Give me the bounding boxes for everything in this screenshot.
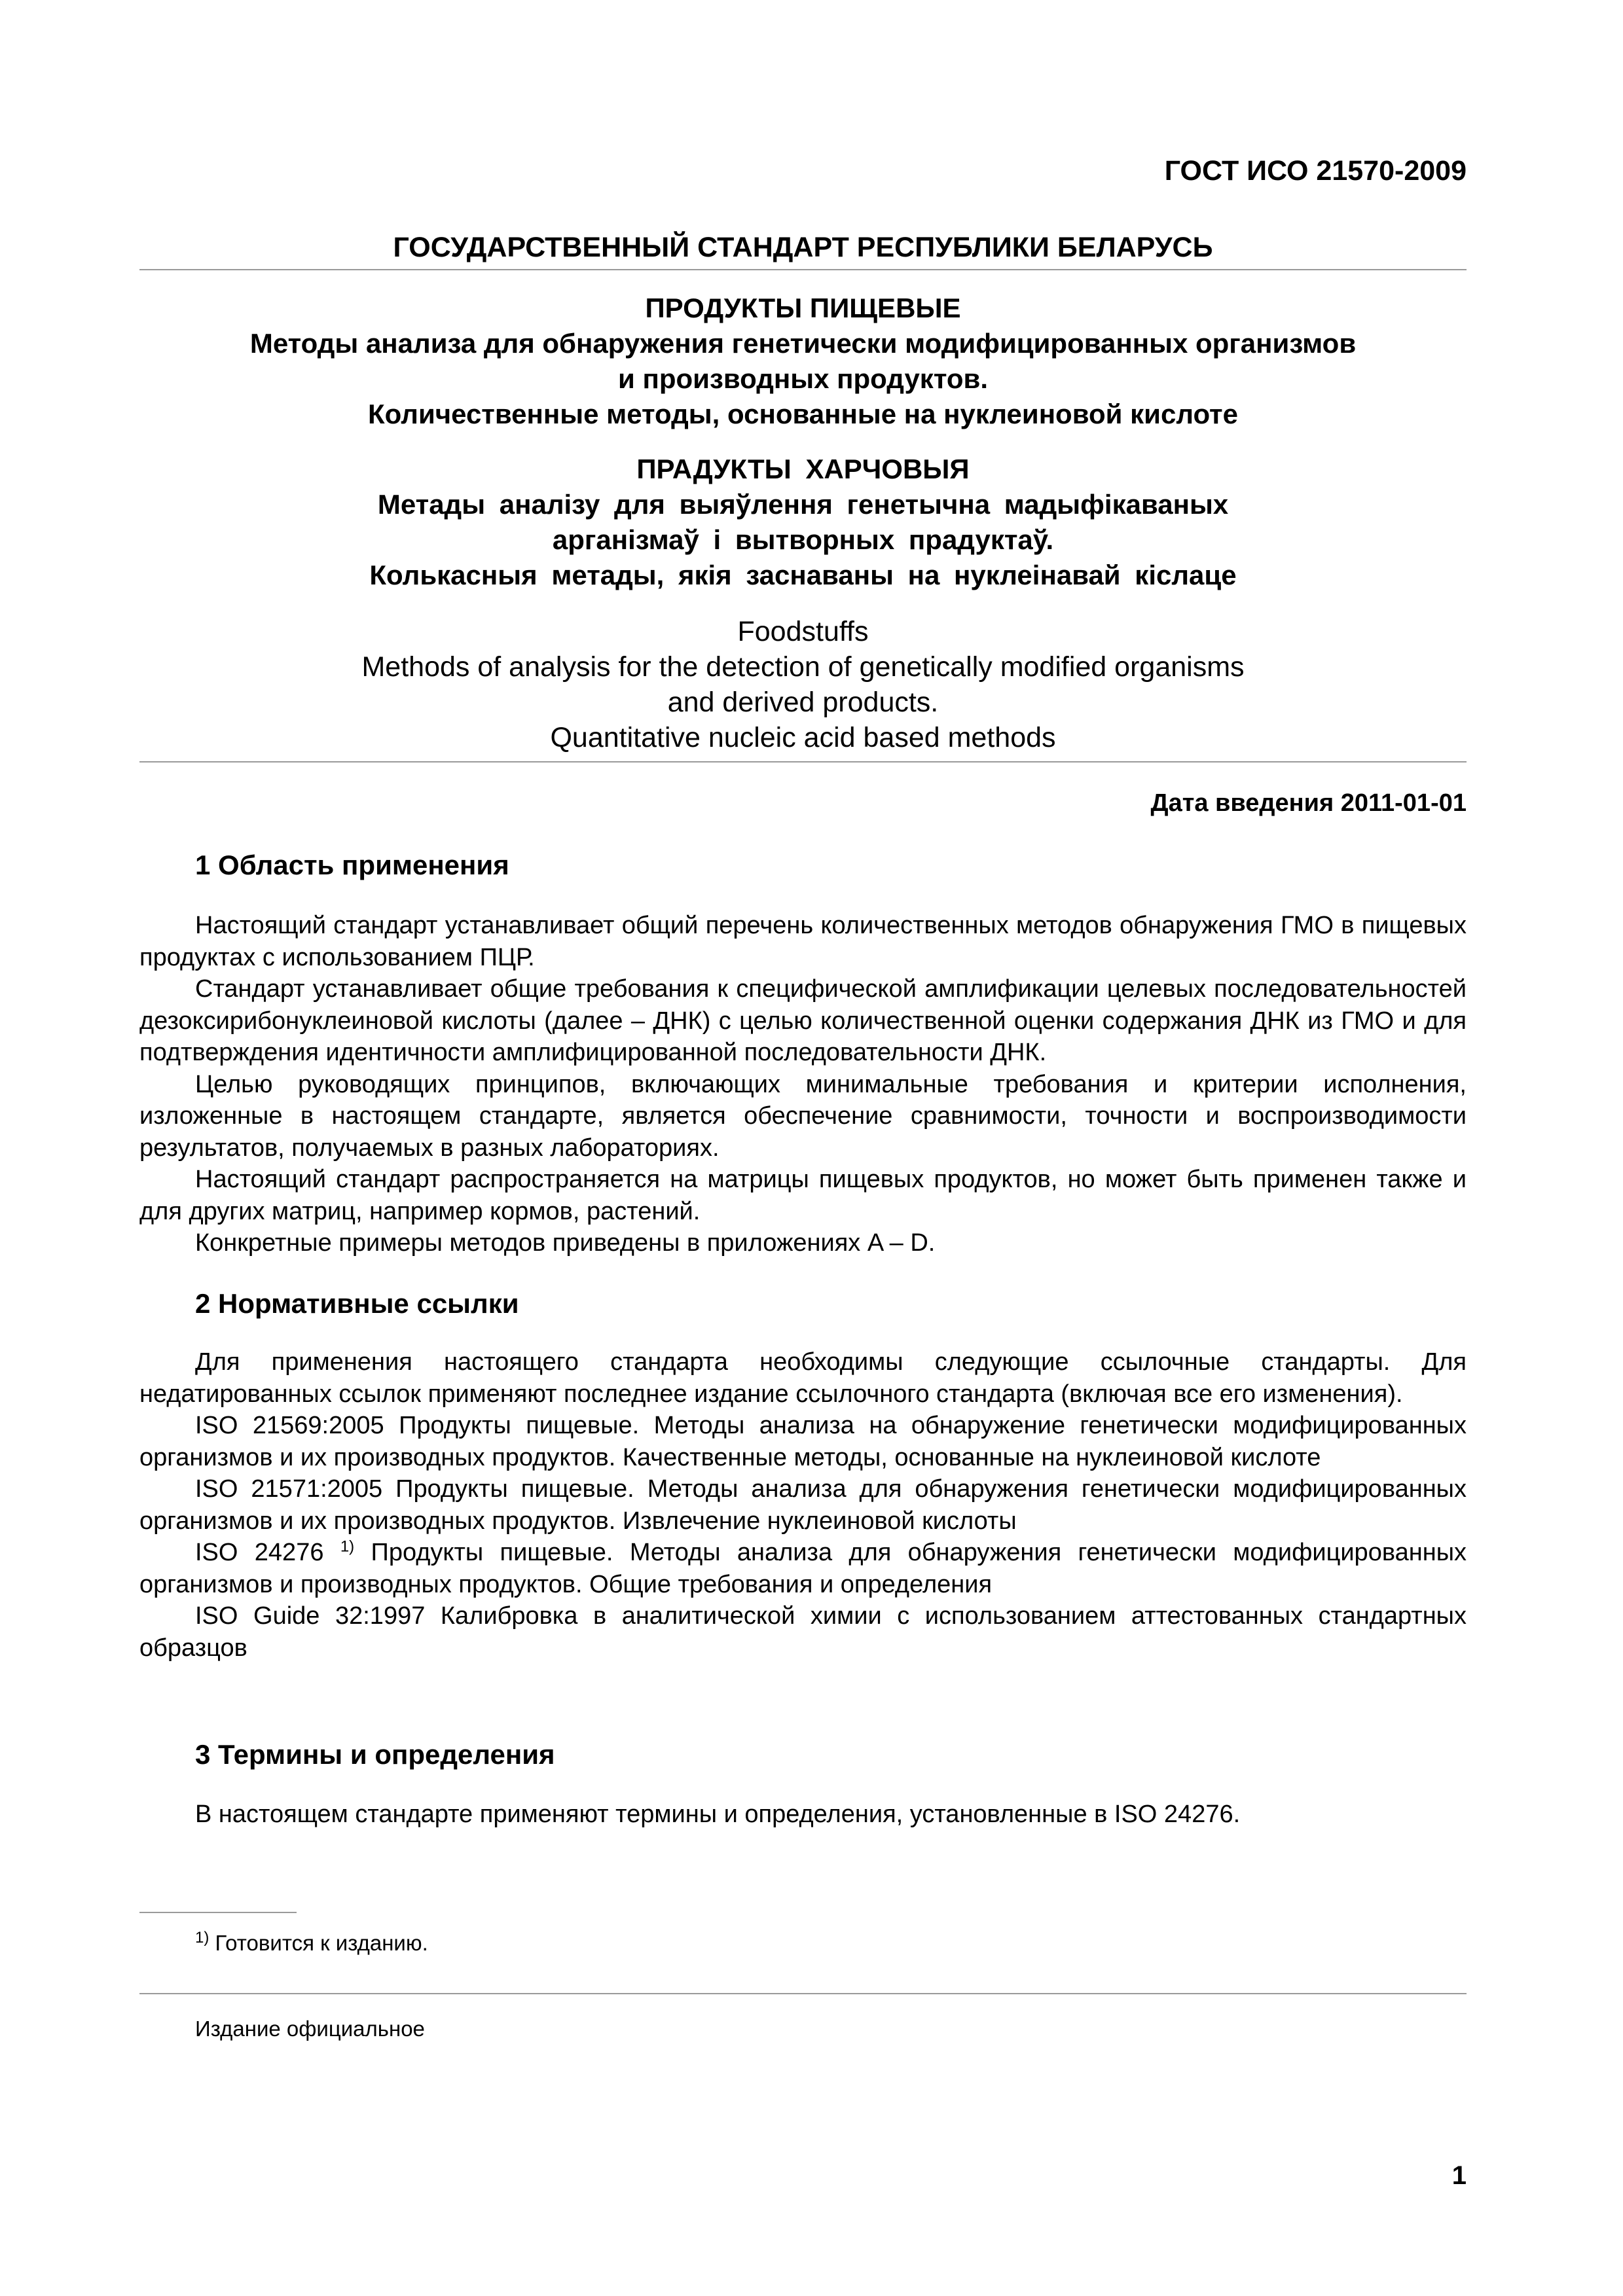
footnote-text: Готовится к изданию. (215, 1931, 428, 1955)
footer-divider (139, 1993, 1467, 1994)
footnote-marker: 1) (340, 1537, 355, 1556)
footnote-mark: 1) (195, 1929, 210, 1946)
paragraph: Конкретные примеры методов приведены в приложениях A – D. (195, 1229, 936, 1257)
title-en-line: Foodstuffs (737, 616, 869, 647)
title-ru-line: Количественные методы, основанные на нуклеиновой кислоте (368, 399, 1238, 429)
section-2-heading: 2 Нормативные ссылки (195, 1288, 519, 1319)
reference-text: Продукты пищевые. Методы анализа для обнаружения генетически модифицированных организмов и производных продуктов. Общие требования и определения (139, 1539, 1467, 1598)
paragraph: Настоящий стандарт устанавливает общий перечень количественных методов обнаружения ГМО в пищевых продуктах с использованием ПЦР. (139, 912, 1467, 971)
title-by-line: ПРАДУКТЫ ХАРЧОВЫЯ (636, 454, 970, 484)
section-1-body (139, 910, 1467, 1259)
title-by-line: арганізмаў і вытворных прадуктаў. (552, 524, 1054, 555)
paragraph: Для применения настоящего стандарта необходимы следующие ссылочные стандарты. Для недатированных ссылок применяют последнее издание ссылочного стандарта (включая все его изменения). (139, 1348, 1467, 1408)
title-divider (139, 761, 1467, 762)
title-ru (139, 291, 1467, 432)
header-divider (139, 269, 1467, 270)
title-en (139, 614, 1467, 755)
reference-code: ISO 24276 (195, 1539, 324, 1566)
title-en-line: Methods of analysis for the detection of genetically modified organisms (361, 651, 1245, 683)
standard-name: ГОСУДАРСТВЕННЫЙ СТАНДАРТ РЕСПУБЛИКИ БЕЛАРУСЬ (393, 232, 1213, 263)
footnote (195, 1931, 428, 1956)
reference-iso-21569: ISO 21569:2005 Продукты пищевые. Методы анализа на обнаружение генетически модифицированных организмов и их производных продуктов. Качественные методы, основанные на нуклеиновой кислоте (139, 1412, 1467, 1471)
introduction-date: Дата введения 2011-01-01 (1150, 789, 1467, 817)
title-en-line: Quantitative nucleic acid based methods (550, 722, 1056, 753)
footnote-divider (139, 1912, 297, 1913)
title-ru-line: ПРОДУКТЫ ПИЩЕВЫЕ (645, 293, 961, 323)
reference-iso-21571: ISO 21571:2005 Продукты пищевые. Методы анализа для обнаружения генетически модифицированных организмов и их производных продуктов. Извлечение нуклеиновой кислоты (139, 1475, 1467, 1535)
title-ru-line: и производных продуктов. (618, 363, 988, 394)
official-edition-label: Издание официальное (195, 2017, 425, 2041)
document-code: ГОСТ ИСО 21570-2009 (1164, 155, 1467, 187)
section-3-heading: 3 Термины и определения (195, 1739, 555, 1770)
page-number: 1 (1451, 2161, 1467, 2190)
title-by-line: Колькасныя метады, якія заснаваны на нуклеінавай кіслаце (369, 560, 1237, 590)
paragraph: Целью руководящих принципов, включающих минимальные требования и критерии исполнения, изложенные в настоящем стандарте, является обеспечение сравнимости, точности и воспроизводимости результатов, получаемых в разных лабораториях. (139, 1070, 1467, 1162)
reference-iso-guide-32: ISO Guide 32:1997 Калибровка в аналитической химии с использованием аттестованных стандартных образцов (139, 1602, 1467, 1662)
section-3-body (139, 1799, 1467, 1831)
section-2-body (139, 1346, 1467, 1664)
reference-iso-24276 (139, 1537, 1467, 1600)
title-by-line: Метады аналізу для выяўлення генетычна мадыфікаваных (377, 489, 1229, 520)
section-1-heading: 1 Область применения (195, 850, 509, 880)
title-by (139, 452, 1467, 593)
paragraph: Стандарт устанавливает общие требования к специфической амплификации целевых последовательностей дезоксирибонуклеиновой кислоты (далее – ДНК) с целью количественной оценки содержания ДНК из ГМО и для подтверждения идентичности амплифицированной последовательности ДНК. (139, 975, 1467, 1066)
paragraph: Настоящий стандарт распространяется на матрицы пищевых продуктов, но может быть применен также и для других матриц, например кормов, растений. (139, 1166, 1467, 1225)
title-en-line: and derived products. (667, 687, 939, 718)
title-ru-line: Методы анализа для обнаружения генетически модифицированных организмов (249, 328, 1357, 359)
paragraph: В настоящем стандарте применяют термины и определения, установленные в ISO 24276. (195, 1801, 1241, 1828)
